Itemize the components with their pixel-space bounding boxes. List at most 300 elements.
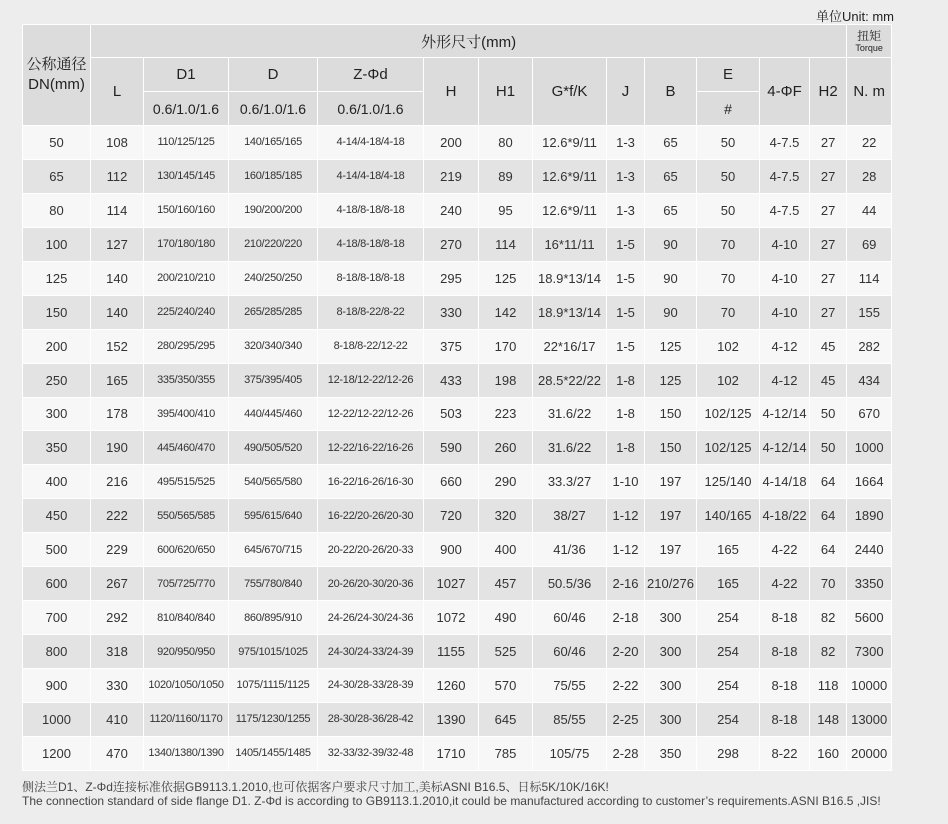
- table-cell: 8-18: [760, 601, 810, 635]
- table-cell: 130/145/145: [144, 159, 229, 193]
- table-cell: 410: [91, 702, 144, 736]
- table-cell: 45: [810, 363, 847, 397]
- table-cell: 90: [645, 227, 697, 261]
- table-cell: 178: [91, 397, 144, 431]
- table-cell: 350: [645, 736, 697, 770]
- table-cell: 110/125/125: [144, 126, 229, 160]
- header-J: J: [607, 58, 645, 126]
- table-cell: 298: [697, 736, 760, 770]
- table-header: [23, 25, 892, 126]
- table-row: [23, 431, 892, 465]
- table-cell: 1020/1050/1050: [144, 669, 229, 703]
- table-cell: 4-10: [760, 295, 810, 329]
- table-cell: 1155: [424, 635, 479, 669]
- header-H2: H2: [810, 58, 847, 126]
- table-cell: 142: [479, 295, 533, 329]
- table-cell: 102: [697, 363, 760, 397]
- table-cell: 375: [424, 329, 479, 363]
- table-cell: 375/395/405: [229, 363, 318, 397]
- table-cell: 292: [91, 601, 144, 635]
- table-cell: 300: [645, 601, 697, 635]
- table-cell: 270: [424, 227, 479, 261]
- table-cell: 219: [424, 159, 479, 193]
- table-cell: 240: [424, 193, 479, 227]
- table-cell: 150: [645, 431, 697, 465]
- table-cell: 1-8: [607, 431, 645, 465]
- table-row: [23, 126, 892, 160]
- table-cell: 1405/1455/1485: [229, 736, 318, 770]
- table-cell: 4-12/14: [760, 431, 810, 465]
- table-cell: 1-12: [607, 533, 645, 567]
- header-Z-sub: 0.6/1.0/1.6: [318, 92, 424, 126]
- table-cell: 75/55: [533, 669, 607, 703]
- table-cell: 112: [91, 159, 144, 193]
- table-row: [23, 193, 892, 227]
- table-cell: 32-33/32-39/32-48: [318, 736, 424, 770]
- table-cell: 105/75: [533, 736, 607, 770]
- table-cell: 165: [91, 363, 144, 397]
- table-cell: 85/55: [533, 702, 607, 736]
- table-cell: 114: [847, 261, 892, 295]
- table-cell: 2-16: [607, 567, 645, 601]
- table-cell: 4-7.5: [760, 126, 810, 160]
- table-cell: 16-22/16-26/16-30: [318, 465, 424, 499]
- table-cell: 300: [645, 669, 697, 703]
- table-cell: 250: [23, 363, 91, 397]
- table-cell: 8-18: [760, 702, 810, 736]
- table-cell: 1260: [424, 669, 479, 703]
- table-cell: 150/160/160: [144, 193, 229, 227]
- table-cell: 1340/1380/1390: [144, 736, 229, 770]
- table-cell: 800: [23, 635, 91, 669]
- header-H: H: [424, 58, 479, 126]
- table-cell: 225/240/240: [144, 295, 229, 329]
- table-cell: 64: [810, 533, 847, 567]
- table-cell: 570: [479, 669, 533, 703]
- table-cell: 102/125: [697, 431, 760, 465]
- table-cell: 318: [91, 635, 144, 669]
- table-cell: 12.6*9/11: [533, 193, 607, 227]
- table-cell: 27: [810, 261, 847, 295]
- table-cell: 1-5: [607, 227, 645, 261]
- table-cell: 1200: [23, 736, 91, 770]
- table-cell: 975/1015/1025: [229, 635, 318, 669]
- table-cell: 2-18: [607, 601, 645, 635]
- table-cell: 1000: [23, 702, 91, 736]
- header-E-sub: #: [697, 92, 760, 126]
- table-cell: 210/220/220: [229, 227, 318, 261]
- table-cell: 70: [810, 567, 847, 601]
- header-E: E: [697, 58, 760, 92]
- table-cell: 65: [23, 159, 91, 193]
- table-cell: 102/125: [697, 397, 760, 431]
- table-row: [23, 397, 892, 431]
- table-cell: 4-12/14: [760, 397, 810, 431]
- header-dn: 公称通径DN(mm): [23, 25, 91, 126]
- table-cell: 8-18/8-22/8-22: [318, 295, 424, 329]
- table-cell: 8-18: [760, 669, 810, 703]
- table-cell: 4-14/18: [760, 465, 810, 499]
- table-row: [23, 669, 892, 703]
- table-cell: 125: [23, 261, 91, 295]
- table-cell: 170/180/180: [144, 227, 229, 261]
- table-cell: 20-26/20-30/20-36: [318, 567, 424, 601]
- table-cell: 125: [645, 363, 697, 397]
- table-cell: 4-12: [760, 329, 810, 363]
- table-cell: 300: [645, 635, 697, 669]
- table-cell: 1-8: [607, 363, 645, 397]
- table-cell: 540/565/580: [229, 465, 318, 499]
- table-cell: 200: [424, 126, 479, 160]
- table-cell: 1-3: [607, 126, 645, 160]
- table-cell: 785: [479, 736, 533, 770]
- table-cell: 20000: [847, 736, 892, 770]
- table-cell: 4-12: [760, 363, 810, 397]
- table-cell: 50: [23, 126, 91, 160]
- table-cell: 69: [847, 227, 892, 261]
- table-cell: 8-22: [760, 736, 810, 770]
- table-cell: 223: [479, 397, 533, 431]
- table-cell: 280/295/295: [144, 329, 229, 363]
- table-cell: 600: [23, 567, 91, 601]
- table-cell: 2-25: [607, 702, 645, 736]
- table-cell: 118: [810, 669, 847, 703]
- table-cell: 490/505/520: [229, 431, 318, 465]
- table-cell: 860/895/910: [229, 601, 318, 635]
- table-cell: 165: [697, 567, 760, 601]
- table-cell: 4-22: [760, 533, 810, 567]
- table-cell: 165: [697, 533, 760, 567]
- table-row: [23, 261, 892, 295]
- table-cell: 12.6*9/11: [533, 159, 607, 193]
- table-cell: 64: [810, 465, 847, 499]
- table-cell: 645: [479, 702, 533, 736]
- table-cell: 1120/1160/1170: [144, 702, 229, 736]
- table-cell: 1000: [847, 431, 892, 465]
- table-cell: 222: [91, 499, 144, 533]
- table-cell: 125/140: [697, 465, 760, 499]
- table-cell: 1-8: [607, 397, 645, 431]
- table-cell: 140/165/165: [229, 126, 318, 160]
- table-cell: 670: [847, 397, 892, 431]
- header-F: 4-ΦF: [760, 58, 810, 126]
- header-D1-sub: 0.6/1.0/1.6: [144, 92, 229, 126]
- table-cell: 50: [810, 397, 847, 431]
- table-cell: 4-14/4-18/4-18: [318, 159, 424, 193]
- table-cell: 108: [91, 126, 144, 160]
- table-row: [23, 295, 892, 329]
- table-cell: 140: [91, 295, 144, 329]
- table-cell: 114: [479, 227, 533, 261]
- header-D1: D1: [144, 58, 229, 92]
- table-cell: 440/445/460: [229, 397, 318, 431]
- table-cell: 60/46: [533, 635, 607, 669]
- table-cell: 140/165: [697, 499, 760, 533]
- table-cell: 2-22: [607, 669, 645, 703]
- table-row: [23, 227, 892, 261]
- table-row: [23, 499, 892, 533]
- table-cell: 8-18/8-18/8-18: [318, 261, 424, 295]
- table-cell: 210/276: [645, 567, 697, 601]
- table-cell: 810/840/840: [144, 601, 229, 635]
- table-cell: 1-3: [607, 193, 645, 227]
- table-cell: 700: [23, 601, 91, 635]
- table-cell: 100: [23, 227, 91, 261]
- table-cell: 50: [810, 431, 847, 465]
- table-cell: 150: [23, 295, 91, 329]
- table-cell: 28-30/28-36/28-42: [318, 702, 424, 736]
- table-cell: 24-30/28-33/28-39: [318, 669, 424, 703]
- table-cell: 590: [424, 431, 479, 465]
- table-cell: 705/725/770: [144, 567, 229, 601]
- table-cell: 720: [424, 499, 479, 533]
- table-cell: 4-10: [760, 261, 810, 295]
- table-cell: 64: [810, 499, 847, 533]
- table-cell: 102: [697, 329, 760, 363]
- table-cell: 4-14/4-18/4-18: [318, 126, 424, 160]
- table-cell: 18.9*13/14: [533, 295, 607, 329]
- table-cell: 920/950/950: [144, 635, 229, 669]
- table-cell: 27: [810, 227, 847, 261]
- table-cell: 50: [697, 193, 760, 227]
- table-cell: 89: [479, 159, 533, 193]
- table-cell: 190/200/200: [229, 193, 318, 227]
- table-cell: 260: [479, 431, 533, 465]
- table-cell: 335/350/355: [144, 363, 229, 397]
- table-cell: 12-22/12-22/12-26: [318, 397, 424, 431]
- table-cell: 600/620/650: [144, 533, 229, 567]
- table-cell: 433: [424, 363, 479, 397]
- table-cell: 60/46: [533, 601, 607, 635]
- table-cell: 27: [810, 126, 847, 160]
- table-cell: 267: [91, 567, 144, 601]
- table-cell: 41/36: [533, 533, 607, 567]
- table-cell: 450: [23, 499, 91, 533]
- table-cell: 82: [810, 635, 847, 669]
- table-cell: 1027: [424, 567, 479, 601]
- table-cell: 28: [847, 159, 892, 193]
- table-cell: 114: [91, 193, 144, 227]
- table-row: [23, 635, 892, 669]
- table-row: [23, 567, 892, 601]
- table-cell: 31.6/22: [533, 431, 607, 465]
- table-cell: 70: [697, 227, 760, 261]
- table-cell: 900: [23, 669, 91, 703]
- table-cell: 755/780/840: [229, 567, 318, 601]
- table-cell: 503: [424, 397, 479, 431]
- table-cell: 320: [479, 499, 533, 533]
- table-cell: 470: [91, 736, 144, 770]
- table-cell: 44: [847, 193, 892, 227]
- table-cell: 155: [847, 295, 892, 329]
- table-cell: 127: [91, 227, 144, 261]
- table-cell: 495/515/525: [144, 465, 229, 499]
- table-cell: 170: [479, 329, 533, 363]
- table-cell: 70: [697, 261, 760, 295]
- table-cell: 12-18/12-22/12-26: [318, 363, 424, 397]
- table-cell: 240/250/250: [229, 261, 318, 295]
- table-cell: 350: [23, 431, 91, 465]
- table-cell: 197: [645, 465, 697, 499]
- table-cell: 18.9*13/14: [533, 261, 607, 295]
- table-cell: 12.6*9/11: [533, 126, 607, 160]
- table-row: [23, 533, 892, 567]
- table-cell: 12-22/16-22/16-26: [318, 431, 424, 465]
- table-cell: 4-18/8-18/8-18: [318, 227, 424, 261]
- table-cell: 660: [424, 465, 479, 499]
- table-cell: 330: [424, 295, 479, 329]
- table-row: [23, 159, 892, 193]
- table-cell: 22: [847, 126, 892, 160]
- table-cell: 1-5: [607, 261, 645, 295]
- table-cell: 1710: [424, 736, 479, 770]
- torque-cn: 扭矩: [857, 28, 882, 43]
- table-cell: 1-3: [607, 159, 645, 193]
- table-row: [23, 363, 892, 397]
- table-cell: 900: [424, 533, 479, 567]
- table-row: [23, 702, 892, 736]
- table-cell: 525: [479, 635, 533, 669]
- table-cell: 1664: [847, 465, 892, 499]
- table-cell: 7300: [847, 635, 892, 669]
- table-cell: 10000: [847, 669, 892, 703]
- table-cell: 490: [479, 601, 533, 635]
- table-cell: 198: [479, 363, 533, 397]
- table-cell: 22*16/17: [533, 329, 607, 363]
- table-cell: 445/460/470: [144, 431, 229, 465]
- table-cell: 8-18/8-22/12-22: [318, 329, 424, 363]
- table-cell: 80: [23, 193, 91, 227]
- table-cell: 1175/1230/1255: [229, 702, 318, 736]
- table-cell: 1-10: [607, 465, 645, 499]
- table-cell: 190: [91, 431, 144, 465]
- table-cell: 395/400/410: [144, 397, 229, 431]
- table-cell: 300: [23, 397, 91, 431]
- table-cell: 229: [91, 533, 144, 567]
- table-cell: 1-5: [607, 329, 645, 363]
- header-G: G*f/K: [533, 58, 607, 126]
- table-cell: 200/210/210: [144, 261, 229, 295]
- table-cell: 70: [697, 295, 760, 329]
- table-cell: 550/565/585: [144, 499, 229, 533]
- table-cell: 645/670/715: [229, 533, 318, 567]
- table-cell: 400: [479, 533, 533, 567]
- table-cell: 2-20: [607, 635, 645, 669]
- table-cell: 148: [810, 702, 847, 736]
- table-cell: 20-22/20-26/20-33: [318, 533, 424, 567]
- table-cell: 82: [810, 601, 847, 635]
- table-cell: 434: [847, 363, 892, 397]
- table-cell: 1-5: [607, 295, 645, 329]
- table-cell: 160: [810, 736, 847, 770]
- table-cell: 3350: [847, 567, 892, 601]
- header-H1: H1: [479, 58, 533, 126]
- table-cell: 31.6/22: [533, 397, 607, 431]
- table-cell: 5600: [847, 601, 892, 635]
- table-cell: 254: [697, 669, 760, 703]
- torque-en: Torque: [855, 42, 883, 53]
- table-cell: 290: [479, 465, 533, 499]
- table-cell: 300: [645, 702, 697, 736]
- table-cell: 4-22: [760, 567, 810, 601]
- table-cell: 400: [23, 465, 91, 499]
- header-L: L: [91, 58, 144, 126]
- table-cell: 28.5*22/22: [533, 363, 607, 397]
- table-cell: 1890: [847, 499, 892, 533]
- table-cell: 595/615/640: [229, 499, 318, 533]
- table-cell: 295: [424, 261, 479, 295]
- table-cell: 24-26/24-30/24-36: [318, 601, 424, 635]
- dimension-table: [22, 24, 892, 771]
- table-cell: 16*11/11: [533, 227, 607, 261]
- table-cell: 8-18: [760, 635, 810, 669]
- table-cell: 125: [479, 261, 533, 295]
- unit-label: 单位Unit: mm: [815, 9, 894, 24]
- header-Z: Z-Φd: [318, 58, 424, 92]
- table-cell: 13000: [847, 702, 892, 736]
- table-cell: 1-12: [607, 499, 645, 533]
- table-cell: 90: [645, 261, 697, 295]
- table-cell: 4-7.5: [760, 193, 810, 227]
- footnote: [22, 780, 932, 808]
- table-cell: 254: [697, 601, 760, 635]
- table-cell: 65: [645, 193, 697, 227]
- table-cell: 1390: [424, 702, 479, 736]
- footnote-en: The connection standard of side flange D1. Z-Φd is according to GB9113.1.2010,it could be manufactured according to customer’s requirements.ASNI B16.5 ,JIS!: [22, 794, 881, 808]
- table-cell: 33.3/27: [533, 465, 607, 499]
- table-cell: 27: [810, 295, 847, 329]
- table-row: [23, 465, 892, 499]
- table-cell: 457: [479, 567, 533, 601]
- table-cell: 16-22/20-26/20-30: [318, 499, 424, 533]
- table-cell: 50: [697, 126, 760, 160]
- table-cell: 140: [91, 261, 144, 295]
- table-cell: 65: [645, 159, 697, 193]
- table-cell: 320/340/340: [229, 329, 318, 363]
- table-row: [23, 736, 892, 770]
- table-cell: 282: [847, 329, 892, 363]
- table-cell: 27: [810, 159, 847, 193]
- table-cell: 1075/1115/1125: [229, 669, 318, 703]
- table-cell: 4-10: [760, 227, 810, 261]
- header-D: D: [229, 58, 318, 92]
- table-cell: 152: [91, 329, 144, 363]
- table-cell: 38/27: [533, 499, 607, 533]
- table-cell: 4-18/8-18/8-18: [318, 193, 424, 227]
- table-cell: 50.5/36: [533, 567, 607, 601]
- header-D-sub: 0.6/1.0/1.6: [229, 92, 318, 126]
- table-cell: 45: [810, 329, 847, 363]
- table-cell: 1072: [424, 601, 479, 635]
- table-cell: 27: [810, 193, 847, 227]
- table-row: [23, 329, 892, 363]
- header-B: B: [645, 58, 697, 126]
- table-cell: 24-30/24-33/24-39: [318, 635, 424, 669]
- table-cell: 65: [645, 126, 697, 160]
- table-row: [23, 601, 892, 635]
- table-cell: 2440: [847, 533, 892, 567]
- table-cell: 197: [645, 533, 697, 567]
- footnote-cn: 侧法兰D1、Z-Φd连接标准依据GB9113.1.2010,也可依据客户要求尺寸加工,美标ASNI B16.5、日标5K/10K/16K!: [22, 780, 609, 794]
- header-Nm: N. m: [847, 58, 892, 126]
- table-cell: 90: [645, 295, 697, 329]
- table-cell: 216: [91, 465, 144, 499]
- table-cell: 330: [91, 669, 144, 703]
- header-dimensions: 外形尺寸(mm): [91, 25, 847, 58]
- table-cell: 500: [23, 533, 91, 567]
- table-cell: 197: [645, 499, 697, 533]
- table-cell: 265/285/285: [229, 295, 318, 329]
